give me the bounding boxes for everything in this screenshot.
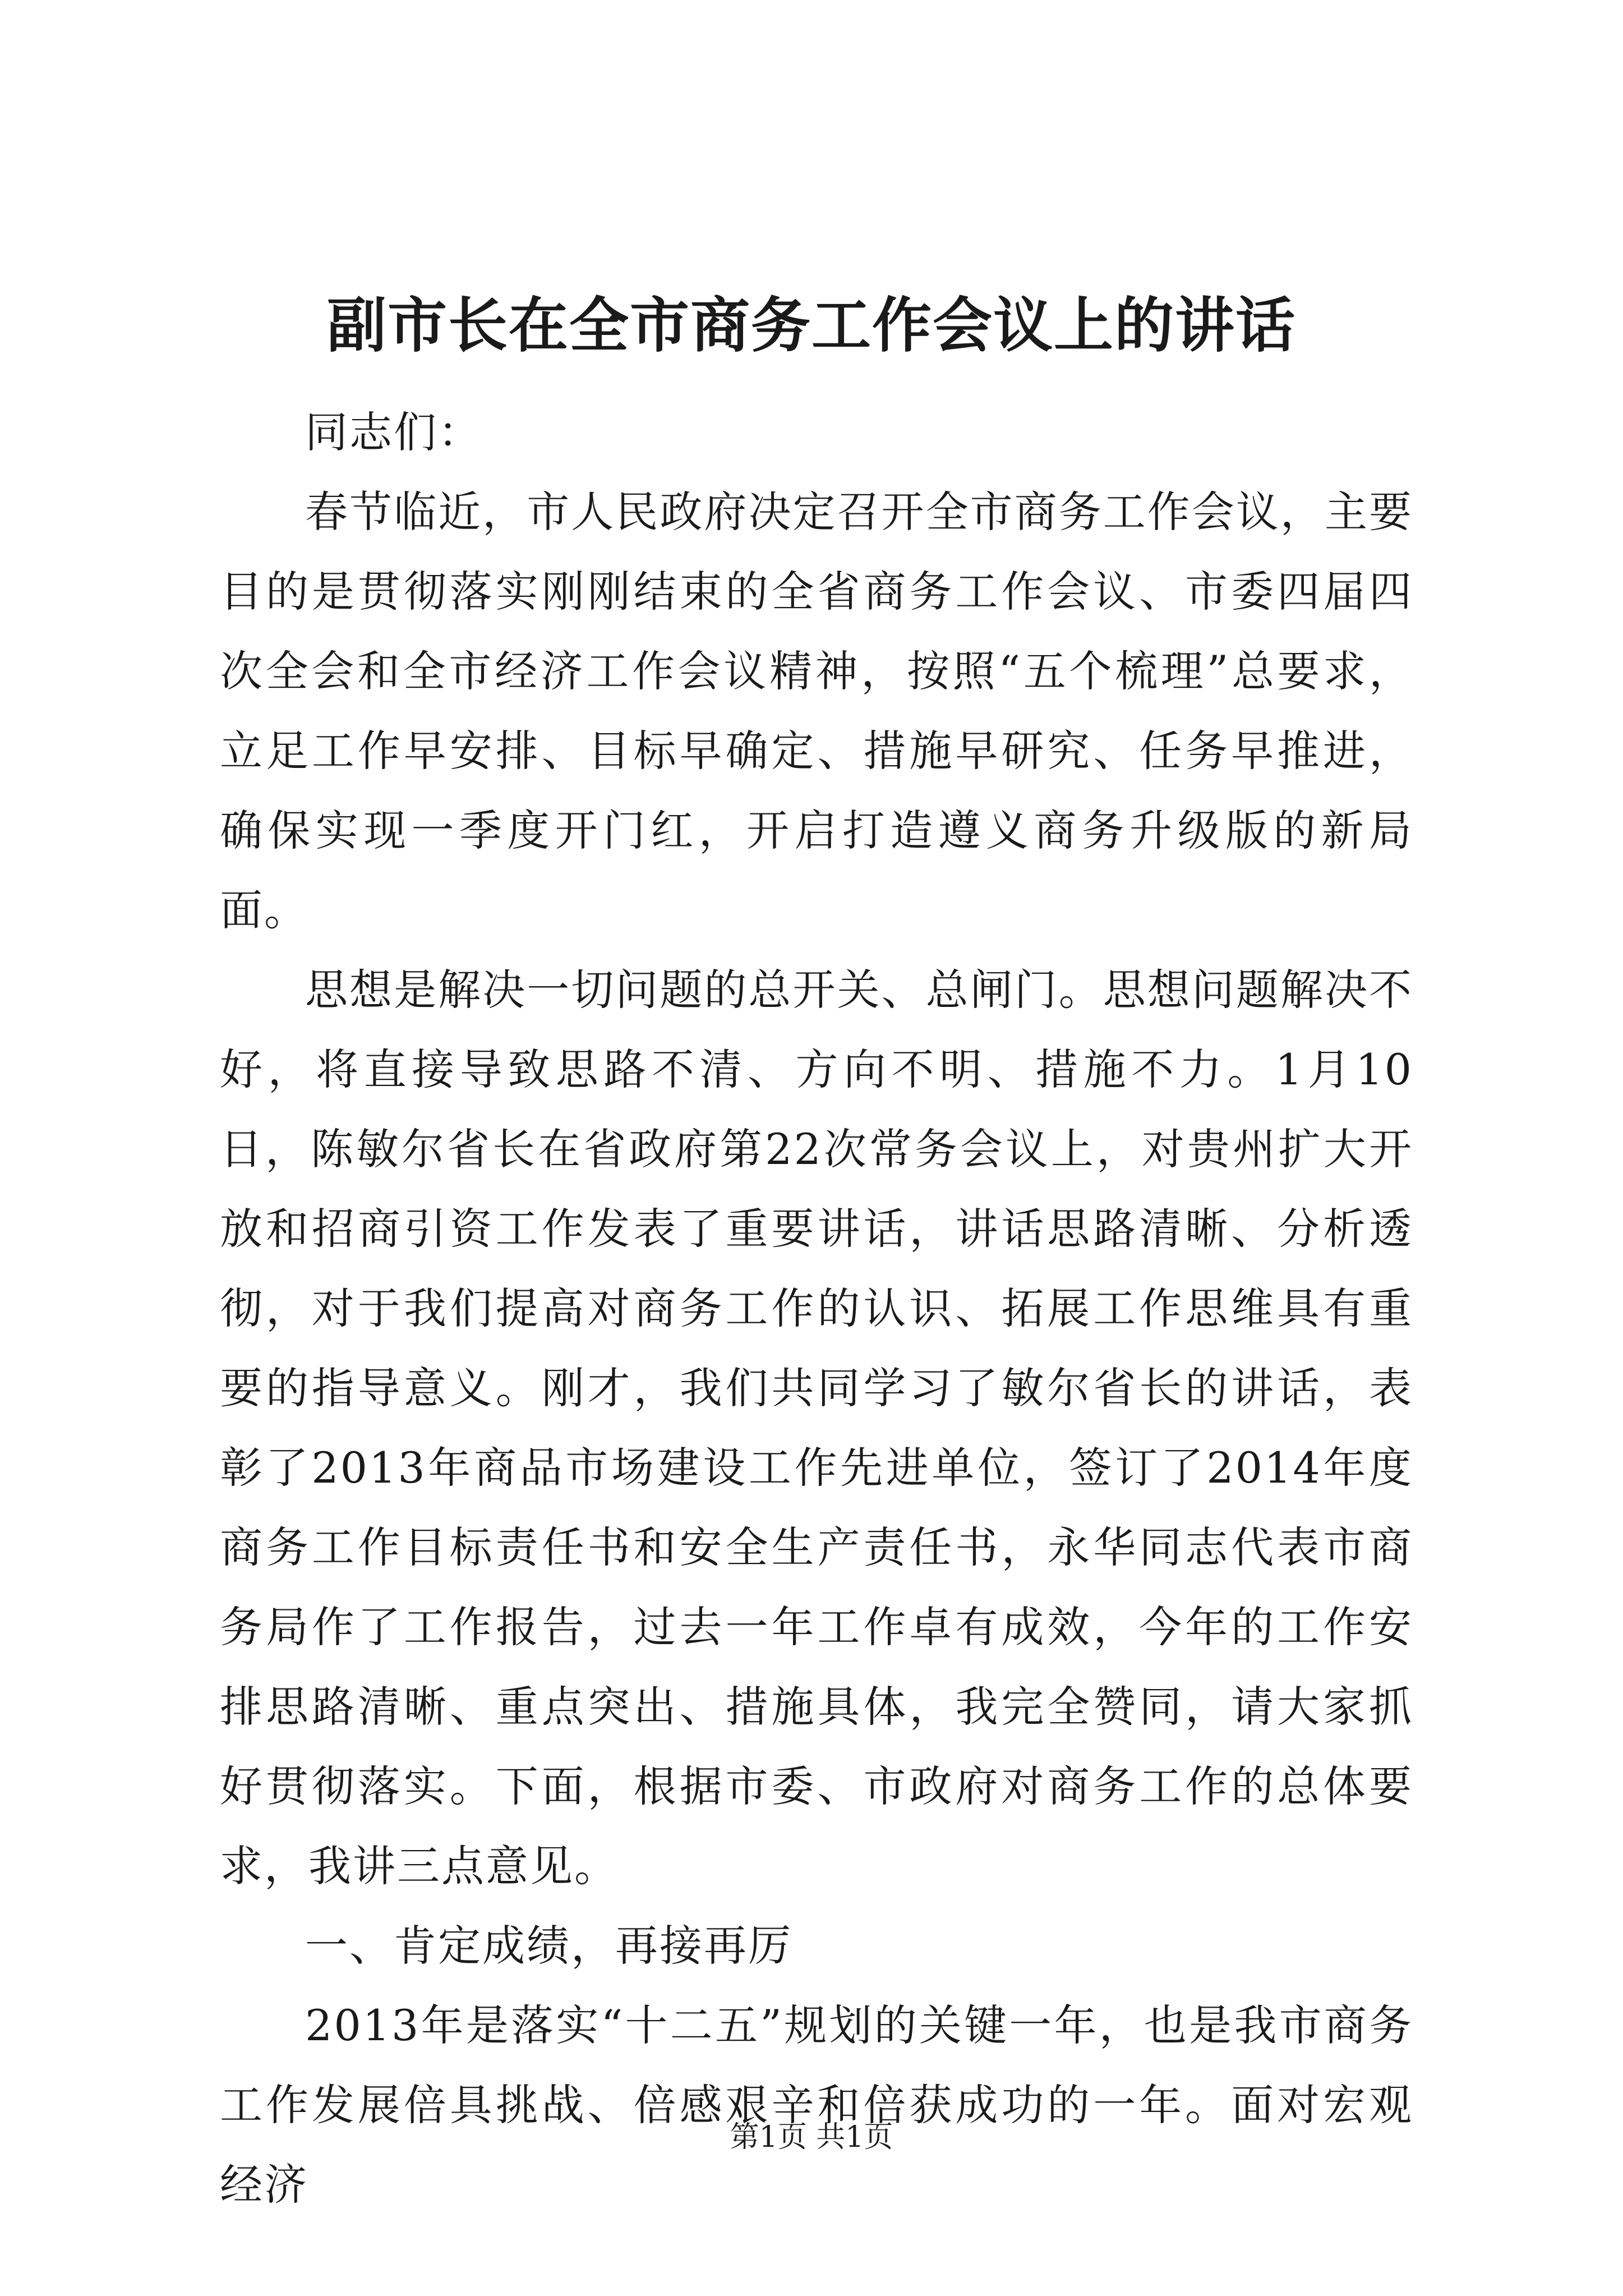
body-paragraph: 2013年是落实“十二五”规划的关键一年，也是我市商务工作发展倍具挑战、倍感艰辛和倍获成功的一年。面对宏观经济	[220, 2000, 1413, 2210]
document-title: 副市长在全市商务工作会议上的讲话	[327, 290, 1296, 360]
section-heading: 一、肯定成绩，再接再厉	[305, 1921, 792, 1971]
page-footer: 第1页 共1页	[730, 2120, 893, 2154]
salutation-paragraph: 同志们：	[305, 407, 482, 457]
document-body	[220, 393, 1413, 2225]
body-paragraph: 春节临近，市人民政府决定召开全市商务工作会议，主要目的是贯彻落实刚刚结束的全省商务工作会议、市委四届四次全会和全市经济工作会议精神，按照“五个梳理”总要求，立足工作早安排、目标早确定、措施早研究、任务早推进，确保实现一季度开门红，开启打造遵义商务升级版的新局面。	[220, 487, 1413, 935]
body-paragraph: 思想是解决一切问题的总开关、总闸门。思想问题解决不好，将直接导致思路不清、方向不明、措施不力。1月10日，陈敏尔省长在省政府第22次常务会议上，对贵州扩大开放和招商引资工作发表了重要讲话，讲话思路清晰、分析透彻，对于我们提高对商务工作的认识、拓展工作思维具有重要的指导意义。刚才，我们共同学习了敏尔省长的讲话，表彰了2013年商品市场建设工作先进单位，签订了2014年度商务工作目标责任书和安全生产责任书，永华同志代表市商务局作了工作报告，过去一年工作卓有成效，今年的工作安排思路清晰、重点突出、措施具体，我完全赞同，请大家抓好贯彻落实。下面，根据市委、市政府对商务工作的总体要求，我讲三点意见。	[220, 965, 1413, 1891]
